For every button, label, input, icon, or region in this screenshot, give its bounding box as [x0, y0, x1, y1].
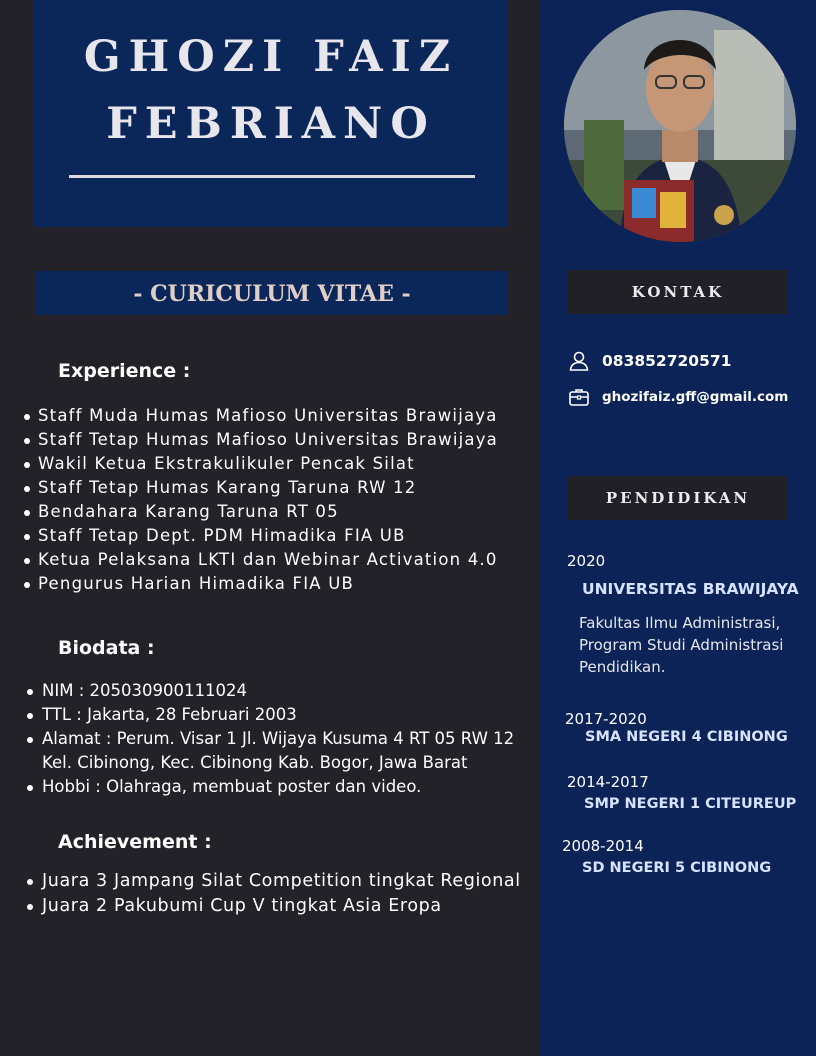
email-contact	[568, 386, 788, 408]
experience-heading: Experience :	[58, 360, 191, 382]
list-item: Staff Tetap Humas Karang Taruna RW 12	[38, 476, 498, 500]
education-year: 2017-2020	[565, 710, 647, 728]
name-divider	[69, 175, 475, 178]
achievement-heading: Achievement :	[58, 831, 212, 853]
kontak-heading: KONTAK	[568, 270, 788, 314]
education-school: SD NEGERI 5 CIBINONG	[582, 860, 772, 876]
name-last: FEBRIANO	[106, 99, 436, 149]
list-item: Pengurus Harian Himadika FIA UB	[38, 572, 498, 596]
biodata-list	[42, 679, 532, 799]
list-item: Bendahara Karang Taruna RT 05	[38, 500, 498, 524]
education-year: 2014-2017	[567, 773, 649, 791]
list-item: TTL : Jakarta, 28 Februari 2003	[42, 703, 532, 727]
education-school: UNIVERSITAS BRAWIJAYA	[582, 580, 799, 598]
list-item: Wakil Ketua Ekstrakulikuler Pencak Silat	[38, 452, 498, 476]
pendidikan-heading: PENDIDIKAN	[568, 476, 788, 520]
list-item: Juara 3 Jampang Silat Competition tingkat Regional	[42, 869, 521, 894]
name-header	[34, 0, 508, 227]
list-item: Staff Tetap Humas Mafioso Universitas Brawijaya	[38, 428, 498, 452]
list-item: Juara 2 Pakubumi Cup V tingkat Asia Eropa	[42, 894, 521, 919]
education-year: 2008-2014	[562, 837, 644, 855]
list-item: Staff Tetap Dept. PDM Himadika FIA UB	[38, 524, 498, 548]
achievement-list	[42, 869, 521, 919]
profile-photo	[564, 10, 796, 242]
phone-contact	[568, 350, 731, 372]
list-item: Alamat : Perum. Visar 1 Jl. Wijaya Kusuma 4 RT 05 RW 12 Kel. Cibinong, Kec. Cibinong Kab. Bogor, Jawa Barat	[42, 727, 532, 775]
education-description: Fakultas Ilmu Administrasi, Program Studi Administrasi Pendidikan.	[579, 614, 784, 676]
education-year: 2020	[567, 552, 606, 570]
phone-number[interactable]: 083852720571	[602, 352, 732, 370]
list-item: Ketua Pelaksana LKTI dan Webinar Activation 4.0	[38, 548, 498, 572]
profile-photo-illustration	[564, 10, 796, 242]
list-item: Staff Muda Humas Mafioso Universitas Brawijaya	[38, 404, 498, 428]
list-item: NIM : 205030900111024	[42, 679, 532, 703]
briefcase-icon	[568, 386, 590, 408]
user-icon	[568, 350, 590, 372]
experience-list	[38, 404, 498, 596]
name-first: GHOZI FAIZ	[83, 32, 459, 82]
email-address[interactable]: ghozifaiz.gff@gmail.com	[602, 389, 789, 405]
list-item: Hobbi : Olahraga, membuat poster dan video.	[42, 775, 532, 799]
cv-title-banner: - CURICULUM VITAE -	[36, 271, 508, 315]
education-school: SMA NEGERI 4 CIBINONG	[585, 729, 788, 745]
education-school: SMP NEGERI 1 CITEUREUP	[584, 796, 797, 812]
biodata-heading: Biodata :	[58, 637, 155, 659]
